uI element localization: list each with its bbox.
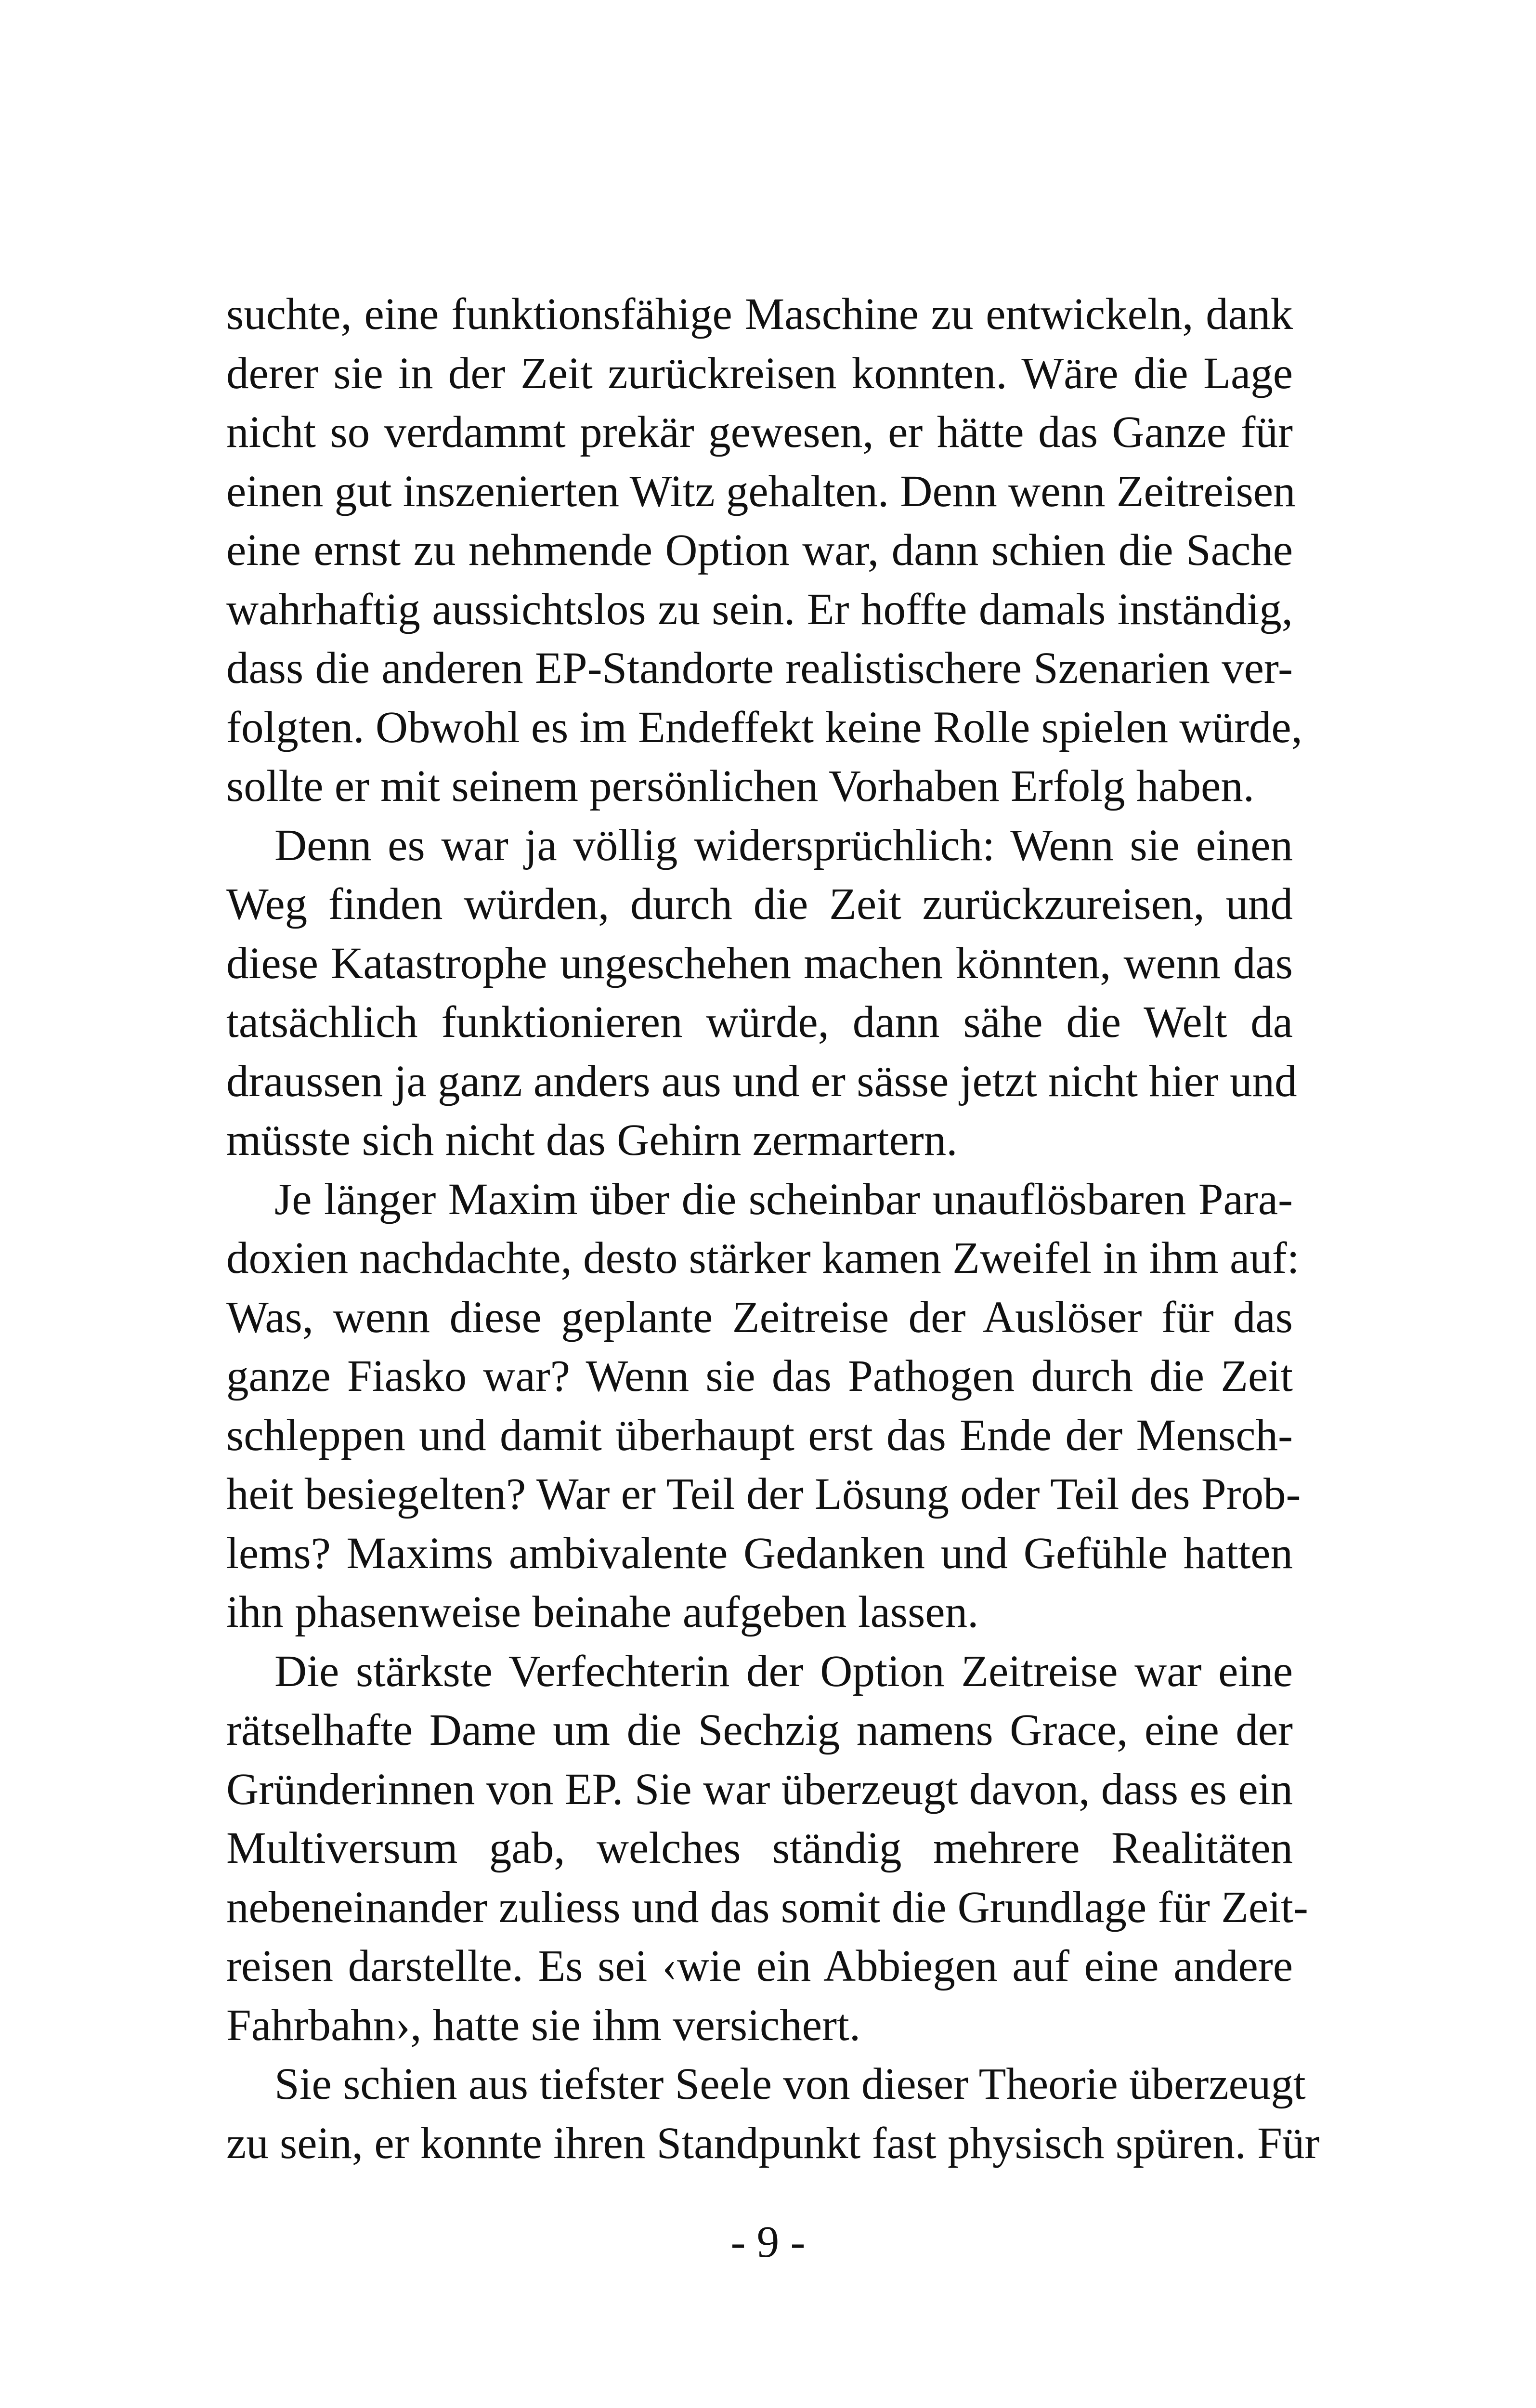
text-line: Je länger Maxim über die scheinbar unauflösbaren Para- — [274, 1174, 1293, 1224]
paragraph — [226, 2055, 1320, 2173]
text-line: nebeneinander zuliess und das somit die Grundlage für Zeit- — [226, 1882, 1308, 1932]
text-line: Sie schien aus tiefster Seele von dieser Theorie überzeugt — [274, 2059, 1306, 2109]
text-line: Was, wenn diese geplante Zeitreise der Auslöser für das — [226, 1292, 1293, 1342]
page-number: - 9 - — [730, 2217, 806, 2267]
text-line: sollte er mit seinem persönlichen Vorhaben Erfolg haben. — [226, 761, 1255, 811]
body-text — [226, 285, 1320, 2173]
paragraph — [226, 285, 1302, 816]
text-line: suchte, eine funktionsfähige Maschine zu entwickeln, dank — [226, 289, 1293, 339]
text-line: Fahrbahn›, hatte sie ihm versichert. — [226, 2000, 861, 2050]
text-line: lems? Maxims ambivalente Gedanken und Gefühle hatten — [226, 1528, 1293, 1578]
paragraph — [226, 1170, 1301, 1642]
text-line: folgten. Obwohl es im Endeffekt keine Rolle spielen würde, — [226, 702, 1302, 752]
text-line: Weg finden würden, durch die Zeit zurückzureisen, und — [226, 879, 1293, 929]
text-line: zu sein, er konnte ihren Standpunkt fast physisch spüren. Für — [226, 2118, 1320, 2168]
text-line: tatsächlich funktionieren würde, dann sähe die Welt da — [226, 997, 1293, 1047]
text-line: müsste sich nicht das Gehirn zermartern. — [226, 1115, 958, 1165]
text-line: Die stärkste Verfechterin der Option Zeitreise war eine — [274, 1646, 1293, 1696]
text-line: Denn es war ja völlig widersprüchlich: Wenn sie einen — [274, 820, 1293, 870]
text-line: eine ernst zu nehmende Option war, dann schien die Sache — [226, 525, 1293, 575]
text-line: heit besiegelten? War er Teil der Lösung oder Teil des Prob- — [226, 1469, 1301, 1519]
paragraph — [226, 1642, 1308, 2055]
text-line: wahrhaftig aussichtslos zu sein. Er hoffte damals inständig, — [226, 584, 1293, 634]
text-line: doxien nachdachte, desto stärker kamen Zweifel in ihm auf: — [226, 1233, 1300, 1283]
text-line: diese Katastrophe ungeschehen machen könnten, wenn das — [226, 938, 1293, 988]
text-line: Gründerinnen von EP. Sie war überzeugt davon, dass es ein — [226, 1764, 1293, 1814]
text-line: draussen ja ganz anders aus und er sässe jetzt nicht hier und — [226, 1056, 1297, 1106]
text-line: schleppen und damit überhaupt erst das Ende der Mensch- — [226, 1410, 1293, 1460]
paragraph — [226, 816, 1297, 1170]
text-line: reisen darstellte. Es sei ‹wie ein Abbiegen auf eine andere — [226, 1941, 1293, 1991]
text-line: derer sie in der Zeit zurückreisen konnten. Wäre die Lage — [226, 348, 1293, 398]
text-line: dass die anderen EP-Standorte realistischere Szenarien ver- — [226, 643, 1293, 693]
text-line: rätselhafte Dame um die Sechzig namens Grace, eine der — [226, 1705, 1293, 1755]
text-line: ganze Fiasko war? Wenn sie das Pathogen durch die Zeit — [226, 1351, 1293, 1401]
text-line: einen gut inszenierten Witz gehalten. Denn wenn Zeitreisen — [226, 466, 1296, 516]
text-line: ihn phasenweise beinahe aufgeben lassen. — [226, 1587, 979, 1637]
text-line: nicht so verdammt prekär gewesen, er hätte das Ganze für — [226, 407, 1293, 457]
text-line: Multiversum gab, welches ständig mehrere Realitäten — [226, 1823, 1293, 1873]
